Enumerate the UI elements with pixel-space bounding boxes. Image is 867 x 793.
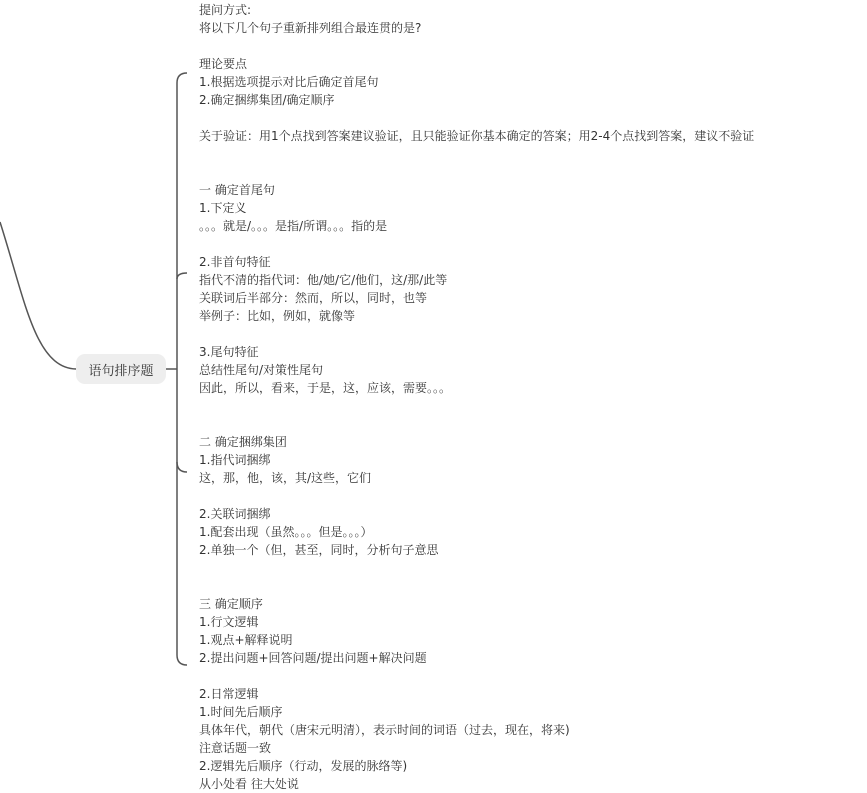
note-line: 2.单独一个（但，甚至，同时，分析句子意思 [199,543,439,557]
note-line [199,109,754,127]
note-line [199,397,754,415]
note-text-block [199,1,754,793]
note-line [199,235,754,253]
note-line: 指代不清的指代词：他/她/它/他们，这/那/此等 [199,273,448,287]
note-line [199,415,754,433]
note-line: 1.下定义 [199,201,247,215]
group-bracket-2 [177,462,187,665]
note-line: 2.日常逻辑 [199,687,259,701]
note-line: 2.逻辑先后顺序（行动，发展的脉络等) [199,759,408,773]
note-line: 关联词后半部分：然而，所以，同时，也等 [199,291,428,305]
note-line: 1.观点+解释说明 [199,633,293,647]
note-line [199,37,754,55]
note-line [199,667,754,685]
note-line: 具体年代，朝代（唐宋元明清），表示时间的词语（过去，现在，将来) [199,723,570,737]
note-line: 2.非首句特征 [199,255,271,269]
note-line [199,577,754,595]
group-bracket-upper-tick [177,273,187,279]
note-line: 1.时间先后顺序 [199,705,283,719]
topic-node-label: 语句排序题 [88,363,154,379]
note-line: 因此，所以，看来，于是，这，应该，需要。。。 [199,381,452,395]
topic-node-sentence-ordering[interactable] [76,354,166,384]
note-line: 1.行文逻辑 [199,615,259,629]
note-line: 将以下几个句子重新排列组合最连贯的是? [199,21,422,35]
note-line: 3.尾句特征 [199,345,259,359]
note-line: 三 确定顺序 [199,597,263,611]
note-line: 。。。就是/。。。是指/所谓。。。指的是 [199,219,388,233]
note-line: 一 确定首尾句 [199,183,275,197]
note-line [199,163,754,181]
note-line [199,325,754,343]
note-line: 关于验证：用1个点找到答案建议验证，且只能验证你基本确定的答案；用2-4个点找到答案，建议不验证 [199,129,755,143]
note-line: 2.关联词捆绑 [199,507,271,521]
note-line: 1.根据选项提示对比后确定首尾句 [199,75,379,89]
note-line: 举例子：比如，例如，就像等 [199,309,356,323]
note-line: 2.确定捆绑集团/确定顺序 [199,93,335,107]
note-line [199,559,754,577]
note-line: 总结性尾句/对策性尾句 [199,363,324,377]
note-line [199,487,754,505]
parent-branch-connector [0,222,76,369]
note-line [199,145,754,163]
note-line: 二 确定捆绑集团 [199,435,287,449]
note-line: 提问方式: [199,3,252,17]
note-line: 理论要点 [199,57,248,71]
note-line: 2.提出问题+回答问题/提出问题+解决问题 [199,651,427,665]
note-line: 这，那，他，该，其/这些，它们 [199,471,372,485]
note-line: 1.配套出现（虽然。。。但是。。。） [199,525,373,539]
note-line: 从小处看 往大处说 [199,777,299,791]
note-line: 1.指代词捆绑 [199,453,271,467]
note-line: 注意话题一致 [199,741,272,755]
